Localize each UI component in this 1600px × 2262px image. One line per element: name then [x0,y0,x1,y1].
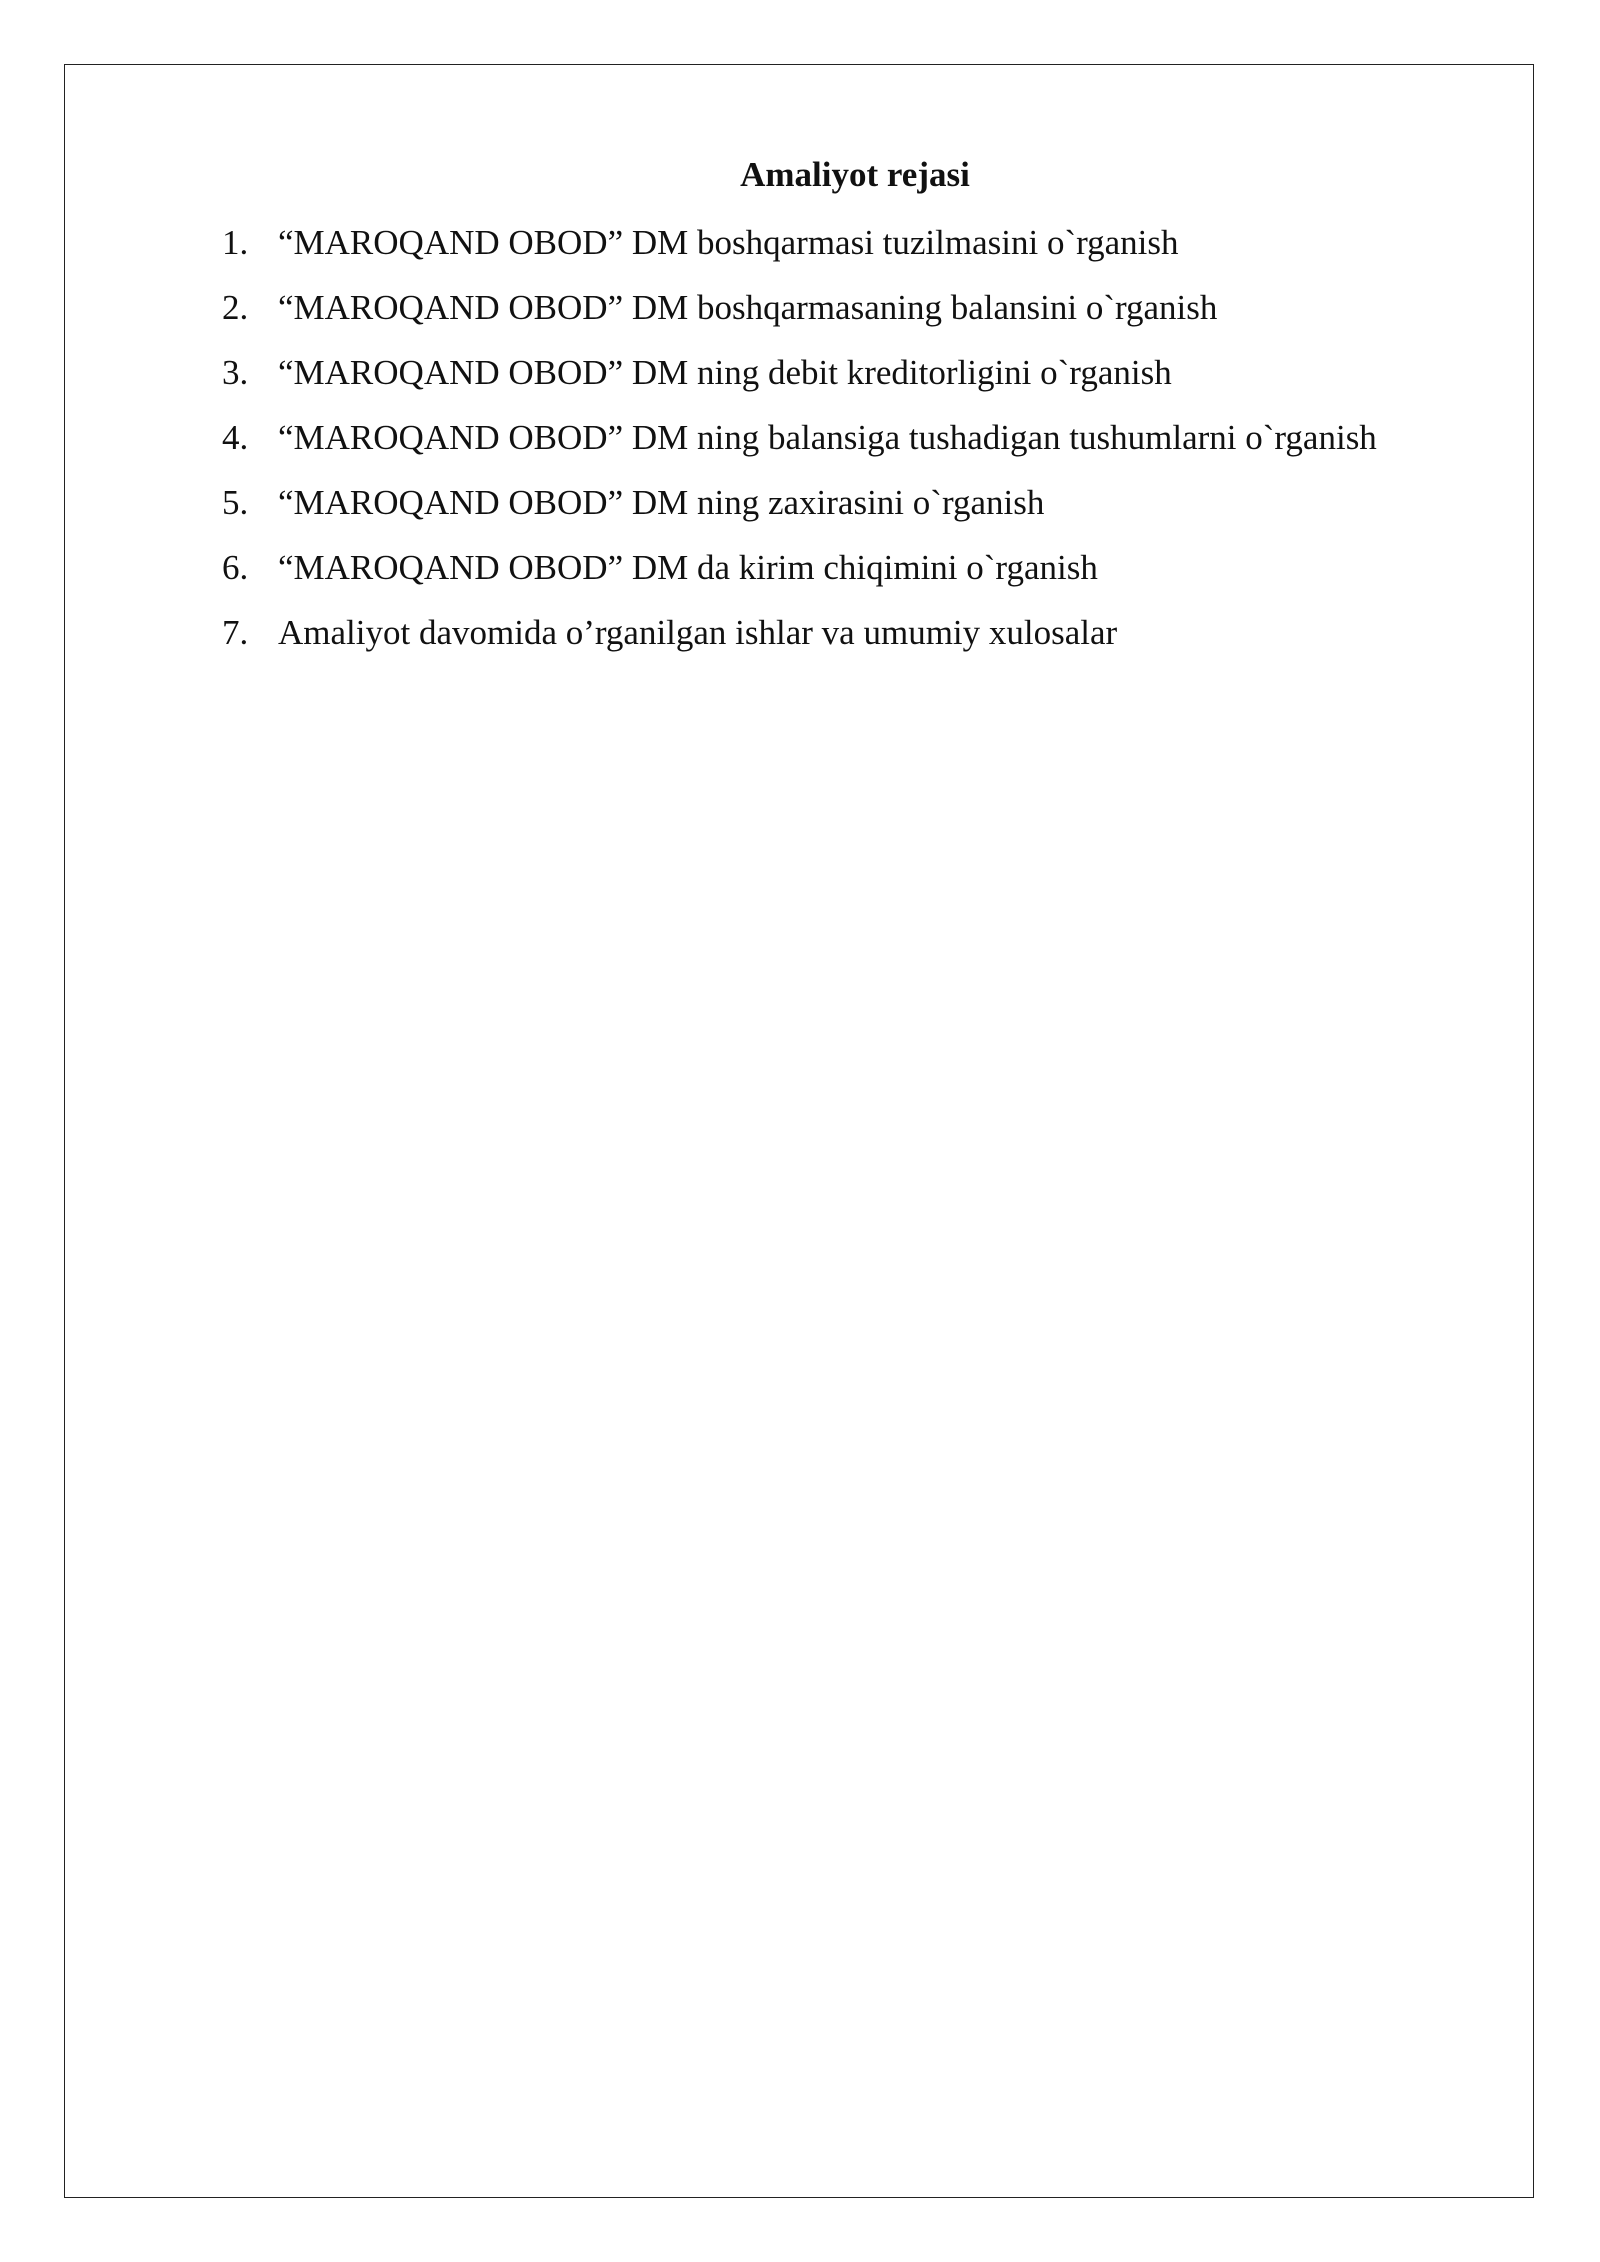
list-item-number: 2. [222,288,249,327]
list-item [222,479,1377,544]
list-item-text: “MAROQAND OBOD” DM ning debit kreditorligini o`rganish [278,353,1172,392]
list-item-number: 5. [222,483,249,522]
page-title: Amaliyot rejasi [740,155,970,194]
list-item [222,284,1377,349]
list-item-text: “MAROQAND OBOD” DM da kirim chiqimini o`rganish [278,548,1098,587]
list-item-number: 1. [222,223,249,262]
list-item [222,544,1377,609]
list-item-text: “MAROQAND OBOD” DM ning zaxirasini o`rganish [278,483,1045,522]
list-item-text: “MAROQAND OBOD” DM boshqarmasaning balansini o`rganish [278,288,1218,327]
list-item-number: 3. [222,353,249,392]
list-item [222,349,1377,414]
list-item-number: 7. [222,613,249,652]
list-item-text: “MAROQAND OBOD” DM boshqarmasi tuzilmasini o`rganish [278,223,1179,262]
list-item-text: “MAROQAND OBOD” DM ning balansiga tushadigan tushumlarni o`rganish [278,418,1377,457]
list-item-number: 4. [222,418,249,457]
list-item-text: Amaliyot davomida o’rganilgan ishlar va umumiy xulosalar [278,613,1118,652]
list-item [222,219,1377,284]
list-item [222,414,1377,479]
list-item [222,609,1377,674]
plan-list [222,219,1377,674]
list-item-number: 6. [222,548,249,587]
